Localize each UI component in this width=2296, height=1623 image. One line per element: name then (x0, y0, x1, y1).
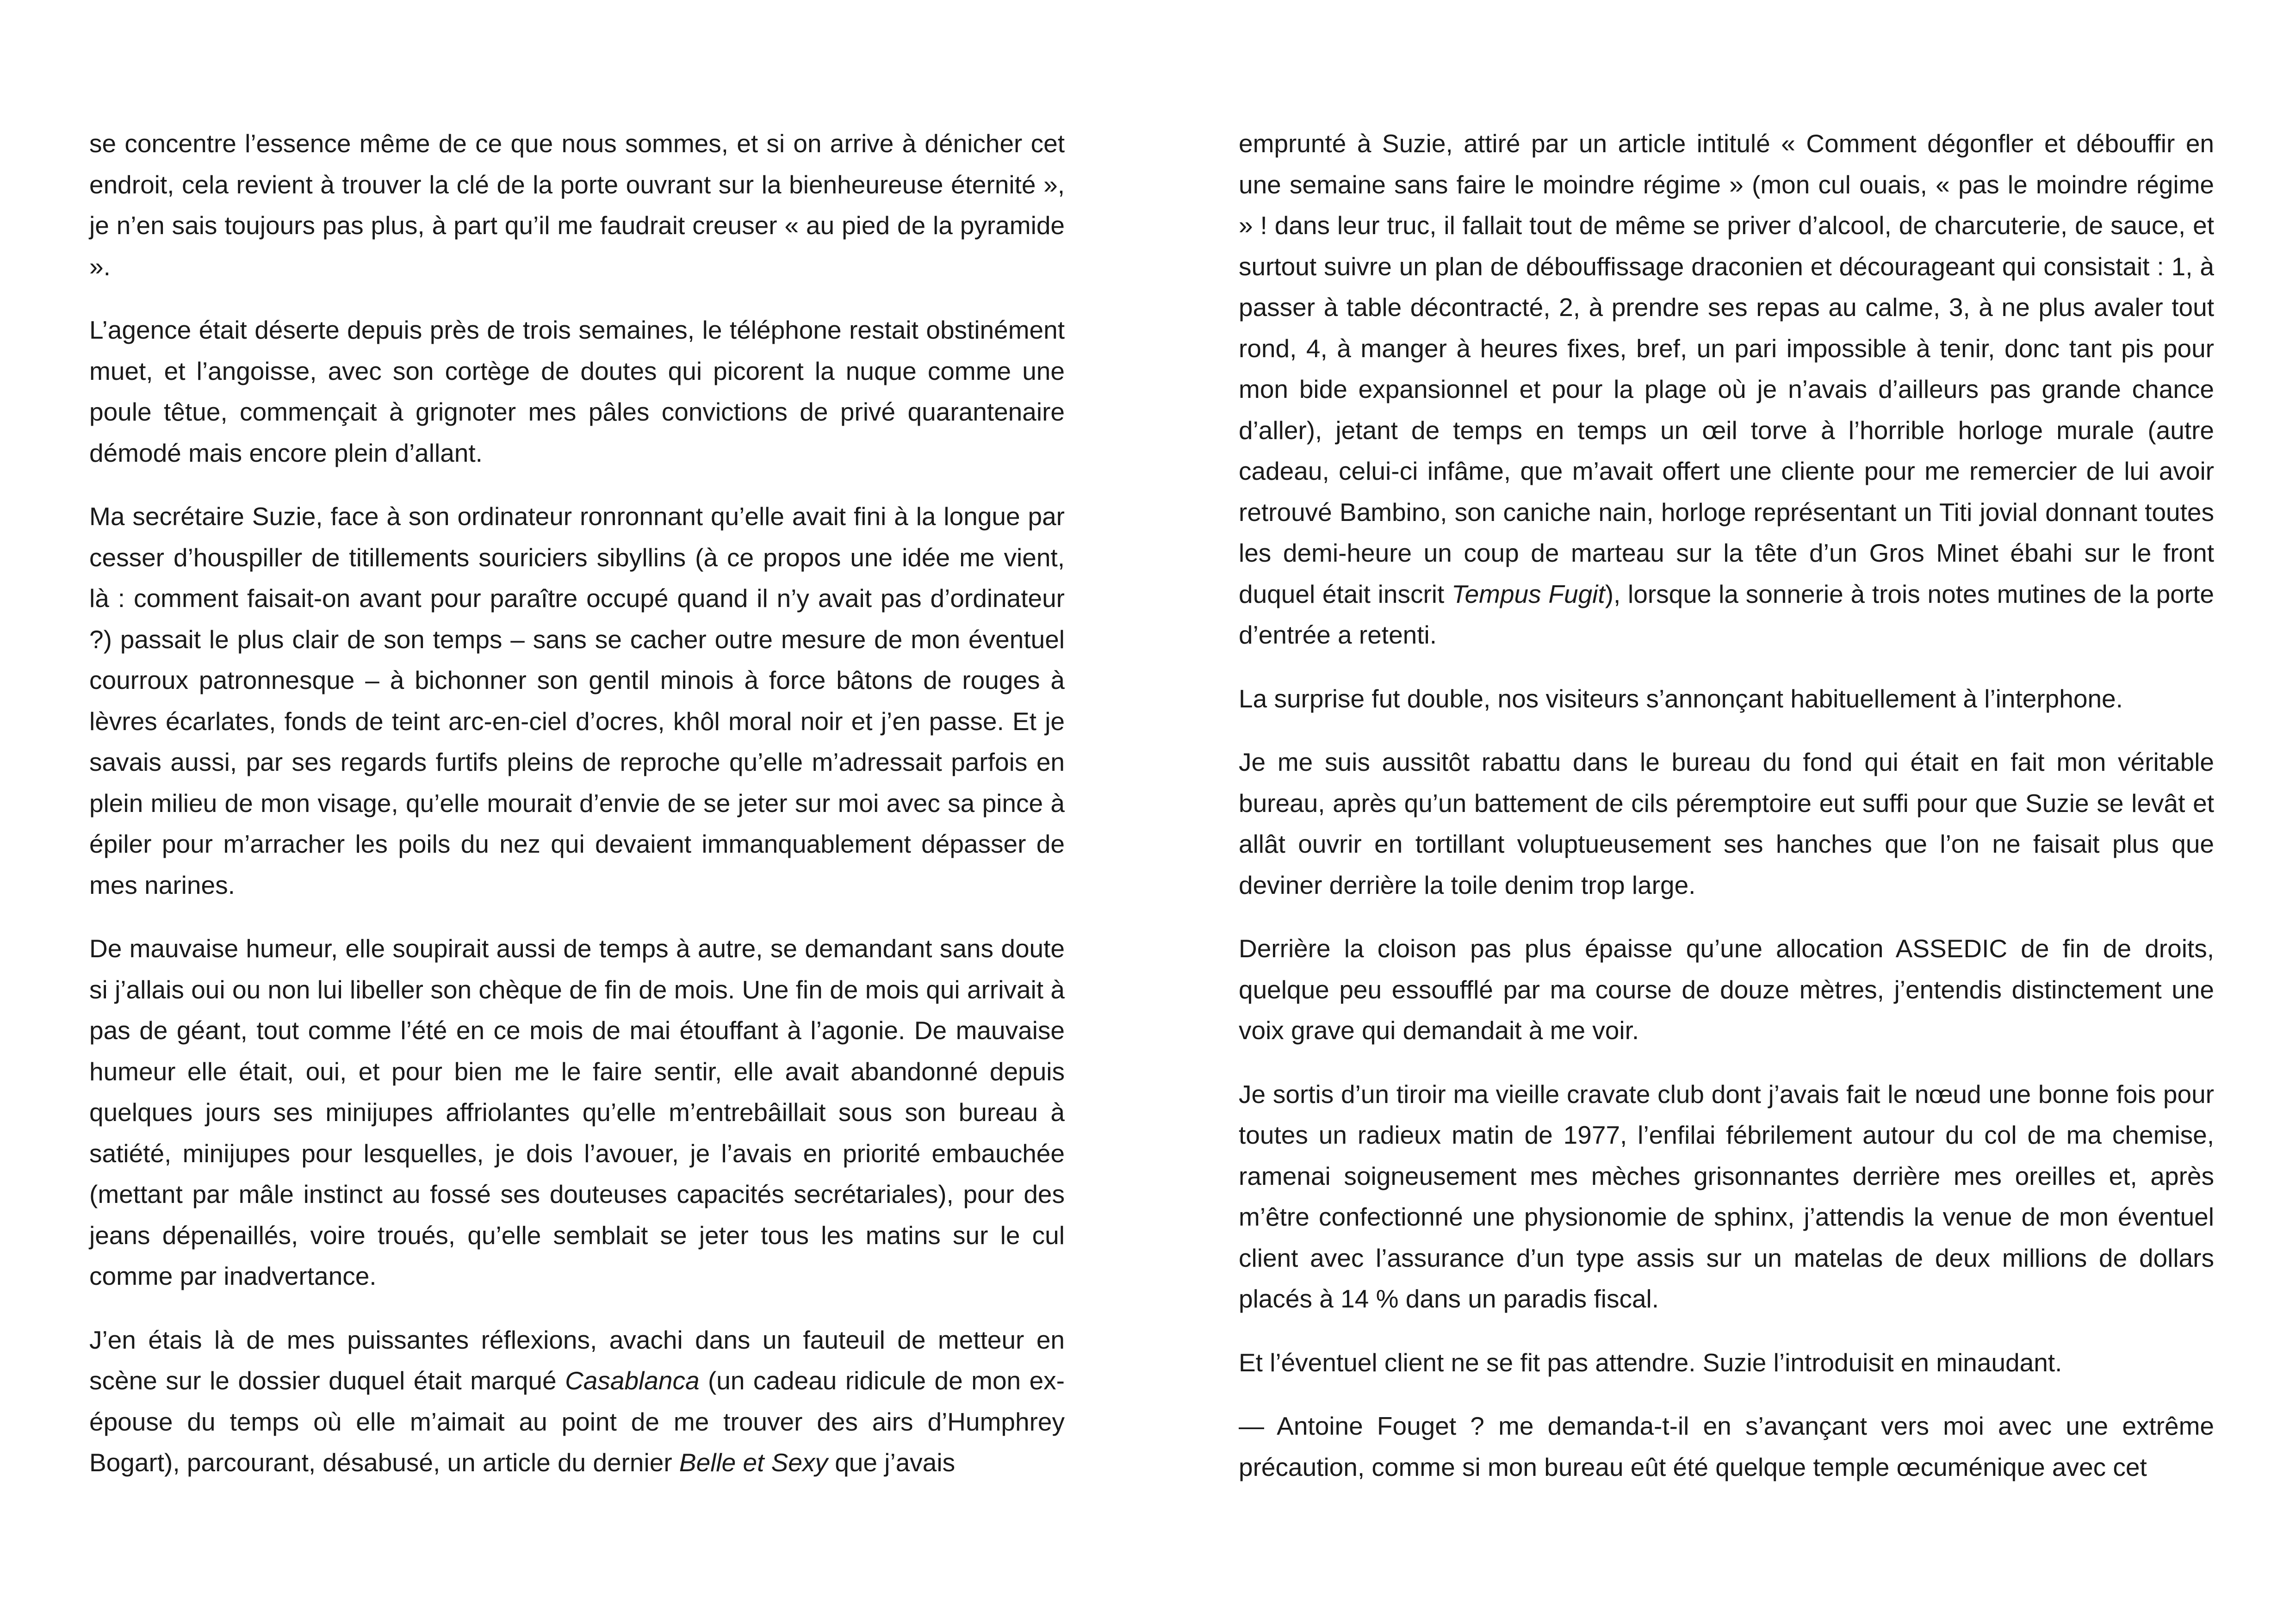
paragraph (1239, 123, 2214, 656)
paragraph-text: (un cadeau ridicule de mon ex-épouse du temps où elle m’aimait au point de me trouver des airs d’Humphrey Bogart), parcourant, désabusé, un article du dernier (89, 1366, 1065, 1477)
paragraph-text: ), lorsque la sonnerie à trois notes mutines de la porte d’entrée a retenti. (1239, 579, 2214, 649)
italic-title-text: Casablanca (565, 1366, 700, 1395)
italic-title-text: Belle et Sexy (679, 1448, 828, 1477)
paragraph-text: Ma secrétaire Suzie, face à son ordinateur ronronnant qu’elle avait fini à la longue par cesser d’houspiller de titillements souriciers sibyllins (à ce propos une idée me vient, là : comment faisait-on avant pour paraître occupé quand il n’y avait pas d’ordinateur ?) passait le plus clair de son temps – sans se cacher outre mesure de mon éventuel courroux patronnesque – à bichonner son gentil minois à force bâtons de rouges à lèvres écarlates, fonds de teint arc-en-ciel d’ocres, khôl moral noir et j’en passe. Et je savais aussi, par ses regards furtifs pleins de reproche qu’elle m’adressait parfois en plein milieu de mon visage, qu’elle mourait d’envie de se jeter sur moi avec sa pince à épiler pour m’arracher les poils du nez qui devaient immanquablement dépasser de mes narines. (89, 502, 1065, 899)
right-page-text (1239, 123, 2214, 1487)
paragraph (1239, 1074, 2214, 1319)
paragraph-text: Je sortis d’un tiroir ma vieille cravate club dont j’avais fait le nœud une bonne fois pour toutes un radieux matin de 1977, l’enfilai fébrilement autour du col de ma chemise, ramenai soigneusement mes mèches grisonnantes derrière mes oreilles et, après m’être confectionné une physionomie de sphinx, j’attendis la venue de mon éventuel client avec l’assurance d’un type assis sur un matelas de deux millions de dollars placés à 14 % dans un paradis fiscal. (1239, 1079, 2214, 1313)
paragraph-text: — Antoine Fouget ? me demanda-t-il en s’avançant vers moi avec une extrême précaution, comme si mon bureau eût été quelque temple œcuménique avec cet (1239, 1412, 2214, 1481)
paragraph (1239, 1342, 2214, 1383)
paragraph (1239, 742, 2214, 905)
paragraph-text: Et l’éventuel client ne se fit pas attendre. Suzie l’introduisit en minaudant. (1239, 1348, 2062, 1377)
paragraph (1239, 1406, 2214, 1487)
paragraph-text: se concentre l’essence même de ce que nous sommes, et si on arrive à dénicher cet endroit, cela revient à trouver la clé de la porte ouvrant sur la bienheureuse éternité », je n’en sais toujours pas plus, à part qu’il me faudrait creuser « au pied de la pyramide ». (89, 129, 1065, 281)
paragraph-text: Derrière la cloison pas plus épaisse qu’une allocation ASSEDIC de fin de droits, quelque peu essoufflé par ma course de douze mètres, j’entendis distinctement une voix grave qui demandait à me voir. (1239, 934, 2214, 1045)
paragraph-text: La surprise fut double, nos visiteurs s’annonçant habituellement à l’interphone. (1239, 684, 2123, 713)
paragraph (89, 123, 1065, 287)
left-page-text (89, 123, 1065, 1483)
paragraph (89, 496, 1065, 905)
paragraph (89, 310, 1065, 473)
paragraph-text: Je me suis aussitôt rabattu dans le bureau du fond qui était en fait mon véritable bureau, après qu’un battement de cils péremptoire eut suffi pour que Suzie se levât et allât ouvrir en tortillant voluptueusement ses hanches que l’on ne faisait plus que deviner derrière la toile denim trop large. (1239, 748, 2214, 899)
paragraph (89, 928, 1065, 1297)
paragraph-text: L’agence était déserte depuis près de trois semaines, le téléphone restait obstinément muet, et l’angoisse, avec son cortège de doutes qui picorent la nuque comme une poule têtue, commençait à grignoter mes pâles convictions de privé quarantenaire démodé mais encore plein d’allant. (89, 316, 1065, 467)
paragraph (1239, 678, 2214, 719)
paragraph-text: emprunté à Suzie, attiré par un article intitulé « Comment dégonfler et débouffir en une semaine sans faire le moindre régime » (mon cul ouais, « pas le moindre régime » ! dans leur truc, il fallait tout de même se priver d’alcool, de charcuterie, de sauce, et surtout suivre un plan de débouffissage draconien et décourageant qui consistait : 1, à passer à table décontracté, 2, à prendre ses repas au calme, 3, à ne plus avaler tout rond, 4, à manger à heures fixes, bref, un pari impossible à tenir, donc tant pis pour mon bide expansionnel et pour la plage où je n’avais d’ailleurs pas grande chance d’aller), jetant de temps en temps un œil torve à l’horrible horloge murale (autre cadeau, celui-ci infâme, que m’avait offert une cliente pour me remercier de lui avoir retrouvé Bambino, son caniche nain, horloge représentant un Titi jovial donnant toutes les demi-heure un coup de marteau sur la tête d’un Gros Minet ébahi sur le front duquel était inscrit (1239, 129, 2214, 608)
paragraph-text: De mauvaise humeur, elle soupirait aussi de temps à autre, se demandant sans doute si j’allais oui ou non lui libeller son chèque de fin de mois. Une fin de mois qui arrivait à pas de géant, tout comme l’été en ce mois de mai étouffant à l’agonie. De mauvaise humeur elle était, oui, et pour bien me le faire sentir, elle avait abandonné depuis quelques jours ses minijupes affriolantes qu’elle m’entrebâillait sous son bureau à satiété, minijupes pour lesquelles, je dois l’avouer, je l’avais en priorité embauchée (mettant par mâle instinct au fossé ses douteuses capacités secrétariales), pour des jeans dépenaillés, voire troués, qu’elle semblait se jeter tous les matins sur le cul comme par inadvertance. (89, 934, 1065, 1290)
paragraph (89, 1319, 1065, 1483)
paragraph-text: que j’avais (827, 1448, 956, 1477)
paragraph-text: J’en étais là de mes puissantes réflexions, avachi dans un fauteuil de metteur en scène sur le dossier duquel était marqué (89, 1325, 1065, 1395)
italic-title-text: Tempus Fugit (1452, 579, 1605, 608)
paragraph (1239, 928, 2214, 1051)
